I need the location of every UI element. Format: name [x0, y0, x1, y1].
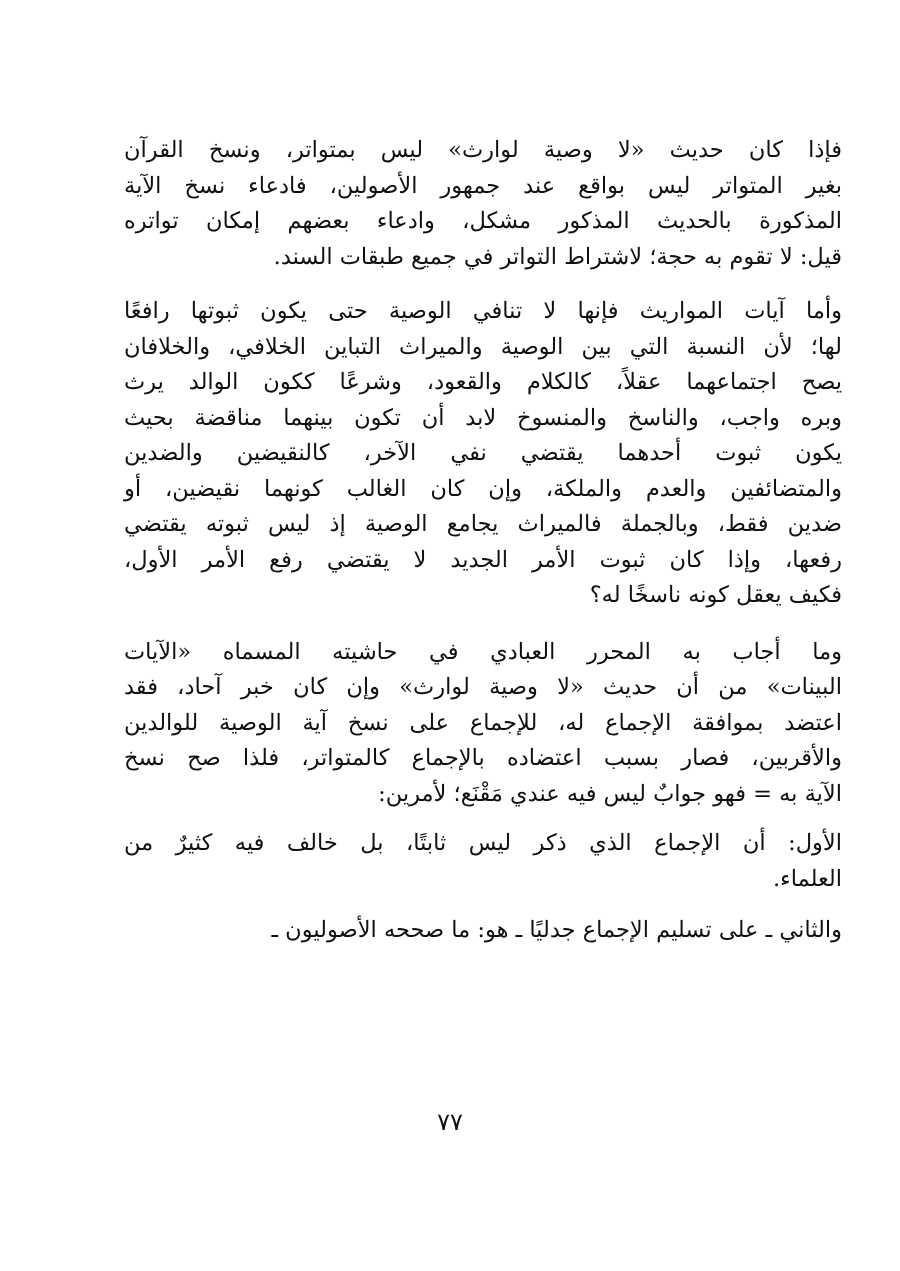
- text-line: وأما آيات المواريث فإنها لا تنافي الوصية حتى يكون ثبوتها رافعًا: [124, 298, 842, 324]
- paragraph-4: [124, 826, 842, 897]
- text-line: يصح اجتماعهما عقلاً، كالكلام والقعود، وشرعًا ككون الوالد يرث: [124, 369, 842, 395]
- text-line: بغير المتواتر ليس بواقع عند جمهور الأصولين، فادعاء نسخ الآية: [124, 172, 842, 199]
- text-line: الأول: أن الإجماع الذي ذكر ليس ثابتًا، بل خالف فيه كثيرٌ من: [124, 830, 842, 856]
- text-line: قيل: لا تقوم به حجة؛ لاشتراط التواتر في جميع طبقات السند.: [273, 243, 842, 270]
- text-line: الآية به = فهو جوابٌ ليس فيه عندي مَقْنَع؛ لأمرين:: [378, 780, 842, 807]
- text-line: رفعها، وإذا كان ثبوت الأمر الجديد لا يقتضي رفع الأمر الأول،: [124, 546, 842, 573]
- text-line: اعتضد بموافقة الإجماع له، للإجماع على نسخ آية الوصية للوالدين: [124, 709, 842, 736]
- paragraph-1: [124, 133, 842, 275]
- paragraph-5: [124, 913, 842, 949]
- text-line: المذكورة بالحديث المذكور مشكل، وادعاء بعضهم إمكان تواتره: [124, 208, 842, 234]
- text-line: ضدين فقط، وبالجملة فالميراث يجامع الوصية إذ ليس ثبوته يقتضي: [124, 511, 842, 537]
- page-number: ٧٧: [437, 1108, 463, 1136]
- text-line: والثاني ـ على تسليم الإجماع جدليًا ـ هو: ما صححه الأصوليون ـ: [271, 917, 842, 943]
- text-line: فإذا كان حديث «لا وصية لوارث» ليس بمتواتر، ونسخ القرآن: [124, 137, 842, 163]
- paragraph-2: [124, 294, 842, 614]
- text-line: يكون ثبوت أحدهما يقتضي نفي الآخر، كالنقيضين والضدين: [124, 440, 842, 466]
- page-body: [124, 133, 842, 949]
- text-line: فكيف يعقل كونه ناسخًا له؟: [589, 582, 842, 608]
- paragraph-3: [124, 635, 842, 813]
- text-line: وبره واجب، والناسخ والمنسوخ لابد أن تكون بينهما مناقضة بحيث: [124, 404, 842, 431]
- text-line: البينات» من أن حديث «لا وصية لوارث» وإن كان خبر آحاد، فقد: [124, 674, 842, 700]
- text-line: والأقربين، فصار بسبب اعتضاده بالإجماع كالمتواتر، فلذا صح نسخ: [124, 745, 842, 771]
- text-line: والمتضائفين والعدم والملكة، وإن كان الغالب كونهما نقيضين، أو: [124, 475, 842, 502]
- text-line: لها؛ لأن النسبة التي بين الوصية والميراث التباين الخلافي، والخلافان: [124, 333, 842, 360]
- text-line: العلماء.: [772, 865, 842, 892]
- text-line: وما أجاب به المحرر العبادي في حاشيته المسماه «الآيات: [124, 638, 842, 665]
